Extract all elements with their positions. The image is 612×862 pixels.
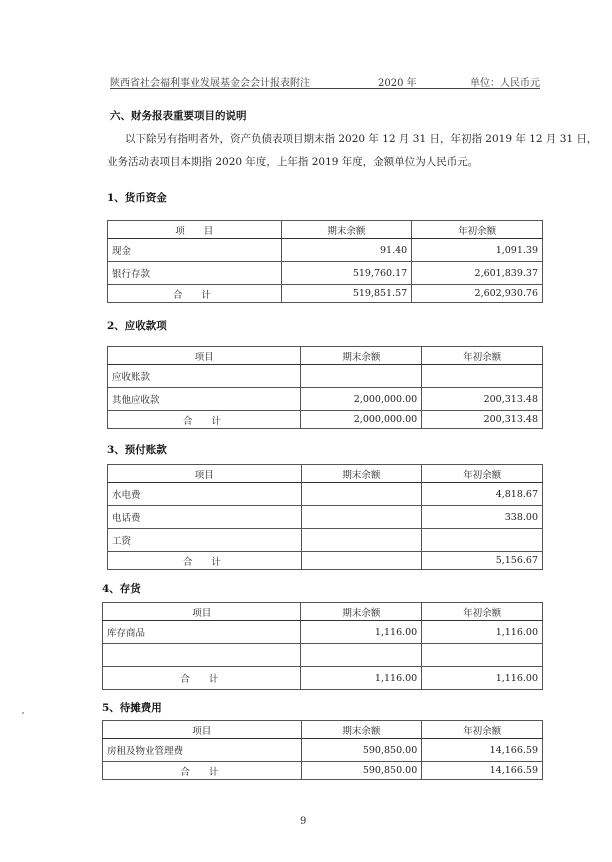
row-label: 房租及物业管理费 — [103, 739, 302, 762]
total-label: 合 计 — [103, 667, 301, 690]
total-begin: 1,116.00 — [422, 667, 543, 690]
col-header-item: 项目 — [108, 347, 301, 365]
total-end: 2,000,000.00 — [301, 411, 422, 429]
end-balance — [301, 365, 422, 388]
total-label: 合 计 — [108, 285, 282, 303]
cash-section-title: 1、货币资金 — [107, 192, 167, 204]
header-unit: 单位：人民币元 — [470, 78, 540, 89]
col-header-begin: 年初余额 — [422, 347, 543, 365]
table-header-row — [103, 721, 543, 739]
total-row — [108, 285, 543, 303]
table-row — [108, 365, 543, 388]
col-header-end: 期末余额 — [301, 721, 422, 739]
begin-balance: 14,166.59 — [422, 739, 543, 762]
col-header-item: 项目 — [103, 721, 302, 739]
deferred-table — [102, 720, 543, 780]
section-title: 六、财务报表重要项目的说明 — [110, 110, 247, 122]
begin-balance: 2,601,839.37 — [412, 262, 543, 285]
table-header-row — [108, 347, 543, 365]
table-row — [103, 621, 543, 644]
table-row — [103, 739, 543, 762]
table-row — [108, 239, 543, 262]
end-balance — [301, 506, 422, 529]
table-row — [108, 388, 543, 411]
table-header-row — [108, 465, 543, 483]
begin-balance: 200,313.48 — [422, 388, 543, 411]
end-balance: 91.40 — [281, 239, 412, 262]
begin-balance: 338.00 — [422, 506, 543, 529]
table-header-row — [108, 221, 543, 239]
total-end: 1,116.00 — [301, 667, 422, 690]
row-label: 其他应收款 — [108, 388, 301, 411]
intro-line-1: 以下除另有指明者外，资产负债表项目期末指 2020 年 12 月 31 日，年初指 2019 年 12 月 31 日， — [125, 133, 598, 145]
table-row — [103, 644, 543, 667]
table-row — [108, 483, 543, 506]
end-balance: 519,760.17 — [281, 262, 412, 285]
col-header-end: 期末余额 — [301, 347, 422, 365]
page-number: 9 — [300, 816, 307, 827]
total-end — [301, 552, 422, 570]
prepaid-table — [107, 464, 543, 570]
total-end: 590,850.00 — [301, 762, 422, 780]
table-header-row — [103, 603, 543, 621]
end-balance: 2,000,000.00 — [301, 388, 422, 411]
table-row — [108, 506, 543, 529]
col-header-item: 项 目 — [108, 221, 282, 239]
total-begin: 2,602,930.76 — [412, 285, 543, 303]
cash-table — [107, 220, 543, 303]
begin-balance — [422, 365, 543, 388]
page-header — [110, 74, 540, 89]
total-begin: 14,166.59 — [422, 762, 543, 780]
row-label: 水电费 — [108, 483, 302, 506]
intro-line-2: 业务活动表项目本期指 2020 年度，上年指 2019 年度，金额单位为人民币元。 — [107, 156, 479, 168]
inventory-table — [102, 602, 543, 690]
begin-balance: 1,091.39 — [412, 239, 543, 262]
total-end: 519,851.57 — [281, 285, 412, 303]
total-row — [103, 762, 543, 780]
col-header-item: 项目 — [108, 465, 302, 483]
end-balance — [301, 483, 422, 506]
end-balance — [301, 644, 422, 667]
receivables-table — [107, 346, 543, 429]
total-label: 合 计 — [103, 762, 302, 780]
col-header-end: 期末余额 — [301, 603, 422, 621]
col-header-begin: 年初余额 — [422, 603, 543, 621]
prepaid-section-title: 3、预付账款 — [107, 444, 167, 456]
total-begin: 5,156.67 — [422, 552, 543, 570]
col-header-begin: 年初余额 — [412, 221, 543, 239]
row-label: 应收账款 — [108, 365, 301, 388]
col-header-begin: 年初余额 — [422, 721, 543, 739]
row-label: 工资 — [108, 529, 302, 552]
header-org: 陕西省社会福利事业发展基金会会计报表附注 — [110, 78, 310, 89]
deferred-section-title: 5、待摊费用 — [102, 702, 162, 714]
total-label: 合 计 — [108, 552, 302, 570]
row-label: 银行存款 — [108, 262, 282, 285]
scan-speck — [22, 712, 24, 714]
col-header-begin: 年初余额 — [422, 465, 543, 483]
total-row — [103, 667, 543, 690]
total-label: 合 计 — [108, 411, 301, 429]
col-header-item: 项目 — [103, 603, 301, 621]
row-label: 电话费 — [108, 506, 302, 529]
begin-balance: 4,818.67 — [422, 483, 543, 506]
col-header-end: 期末余额 — [301, 465, 422, 483]
begin-balance — [422, 644, 543, 667]
row-label: 库存商品 — [103, 621, 301, 644]
begin-balance — [422, 529, 543, 552]
total-row — [108, 552, 543, 570]
row-label: 现金 — [108, 239, 282, 262]
table-row — [108, 529, 543, 552]
inventory-section-title: 4、存货 — [102, 583, 141, 595]
table-row — [108, 262, 543, 285]
col-header-end: 期末余额 — [281, 221, 412, 239]
row-label — [103, 644, 301, 667]
total-begin: 200,313.48 — [422, 411, 543, 429]
end-balance — [301, 529, 422, 552]
receivables-section-title: 2、应收款项 — [107, 320, 167, 332]
begin-balance: 1,116.00 — [422, 621, 543, 644]
total-row — [108, 411, 543, 429]
end-balance: 1,116.00 — [301, 621, 422, 644]
end-balance: 590,850.00 — [301, 739, 422, 762]
header-year: 2020 年 — [378, 78, 417, 89]
